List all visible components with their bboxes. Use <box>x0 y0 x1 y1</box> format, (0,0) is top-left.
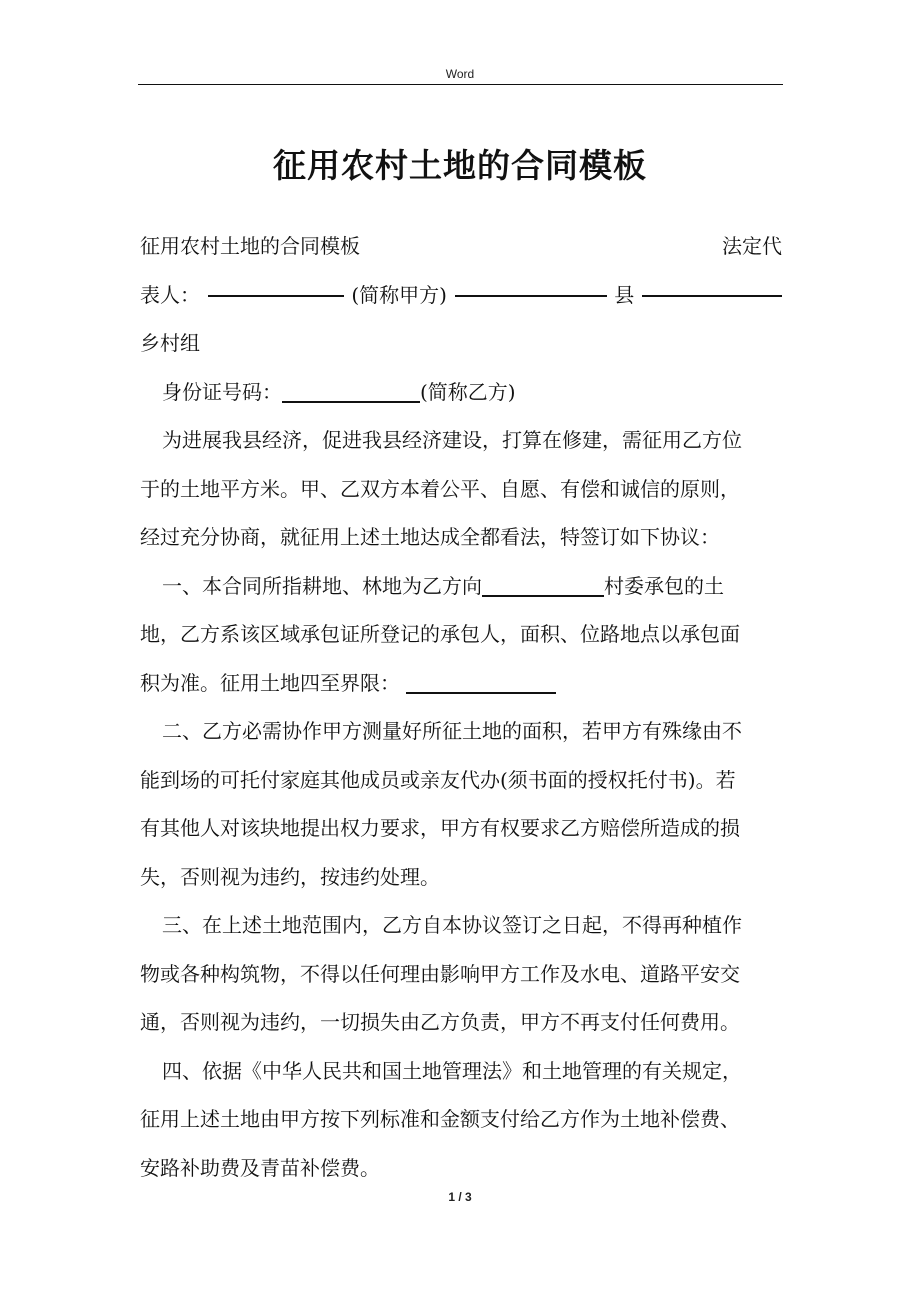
header-divider <box>138 84 783 85</box>
paragraph-1-line-3: 经过充分协商，就征用上述土地达成全都看法，特签订如下协议： <box>140 525 720 549</box>
county-blank <box>455 271 607 297</box>
paragraph-4-line-3: 通，否则视为违约，一切损失由乙方负责，甲方不再支付任何费用。 <box>140 1010 740 1034</box>
intro-line-1 <box>140 222 782 271</box>
paragraph-3-line-2: 能到场的可托付家庭其他成员或亲友代办(须书面的授权托付书)。若 <box>140 767 736 792</box>
id-number-blank <box>282 377 420 403</box>
paragraph-5-line-2: 征用上述土地由甲方按下列标准和金额支付给乙方作为土地补偿费、 <box>140 1107 740 1131</box>
paragraph-4-line-2: 物或各种构筑物，不得以任何理由影响甲方工作及水电、道路平安交 <box>140 961 740 986</box>
paragraph-1-line-1: 为进展我县经济，促进我县经济建设，打算在修建，需征用乙方位 <box>162 428 742 452</box>
clause-1-boundary-label: 积为准。征用土地四至界限： <box>140 670 400 695</box>
party-a-abbr: (简称甲方) <box>351 282 447 307</box>
intro-line-2 <box>140 271 782 320</box>
intro-legal-rep-label: 法定代 <box>722 234 782 258</box>
document-body <box>140 222 782 1192</box>
paragraph-3-line-1: 二、乙方必需协作甲方测量好所征土地的面积，若甲方有殊缘由不 <box>162 719 742 743</box>
party-a-name-blank <box>208 271 344 297</box>
village-committee-blank <box>482 571 604 597</box>
county-label: 县 <box>614 282 635 307</box>
intro-rep-label: 表人： <box>140 282 200 307</box>
intro-line-3 <box>140 319 782 368</box>
paragraph-5-line-3: 安路补助费及青苗补偿费。 <box>140 1155 380 1180</box>
boundary-blank <box>406 668 556 694</box>
page-indicator: 1 / 3 <box>448 1190 472 1204</box>
township-blank <box>642 271 782 297</box>
paragraph-2-line-1 <box>140 562 782 611</box>
intro-doc-name: 征用农村土地的合同模板 <box>140 234 360 258</box>
id-number-label: 身份证号码： <box>162 379 282 404</box>
document-title: 征用农村土地的合同模板 <box>273 146 647 185</box>
clause-1-text-b: 村委承包的土 <box>604 573 724 598</box>
paragraph-2-line-3 <box>140 659 782 708</box>
paragraph-4-line-1: 三、在上述土地范围内，乙方自本协议签订之日起，不得再种植作 <box>162 913 742 937</box>
party-b-abbr: (简称乙方) <box>420 379 516 404</box>
header-label: Word <box>445 67 475 81</box>
paragraph-3-line-4: 失，否则视为违约，按违约处理。 <box>140 864 440 889</box>
paragraph-3-line-3: 有其他人对该块地提出权力要求，甲方有权要求乙方赔偿所造成的损 <box>140 816 740 840</box>
paragraph-1-line-2: 于的土地平方米。甲、乙双方本着公平、自愿、有偿和诚信的原则， <box>140 476 740 501</box>
paragraph-5-line-1: 四、依据《中华人民共和国土地管理法》和土地管理的有关规定， <box>162 1058 742 1083</box>
intro-line-4 <box>140 368 782 417</box>
paragraph-2-line-2: 地，乙方系该区域承包证所登记的承包人，面积、位路地点以承包面 <box>140 622 740 646</box>
clause-1-text-a: 一、本合同所指耕地、林地为乙方向 <box>162 573 482 598</box>
village-group-label: 乡村组 <box>140 331 200 355</box>
